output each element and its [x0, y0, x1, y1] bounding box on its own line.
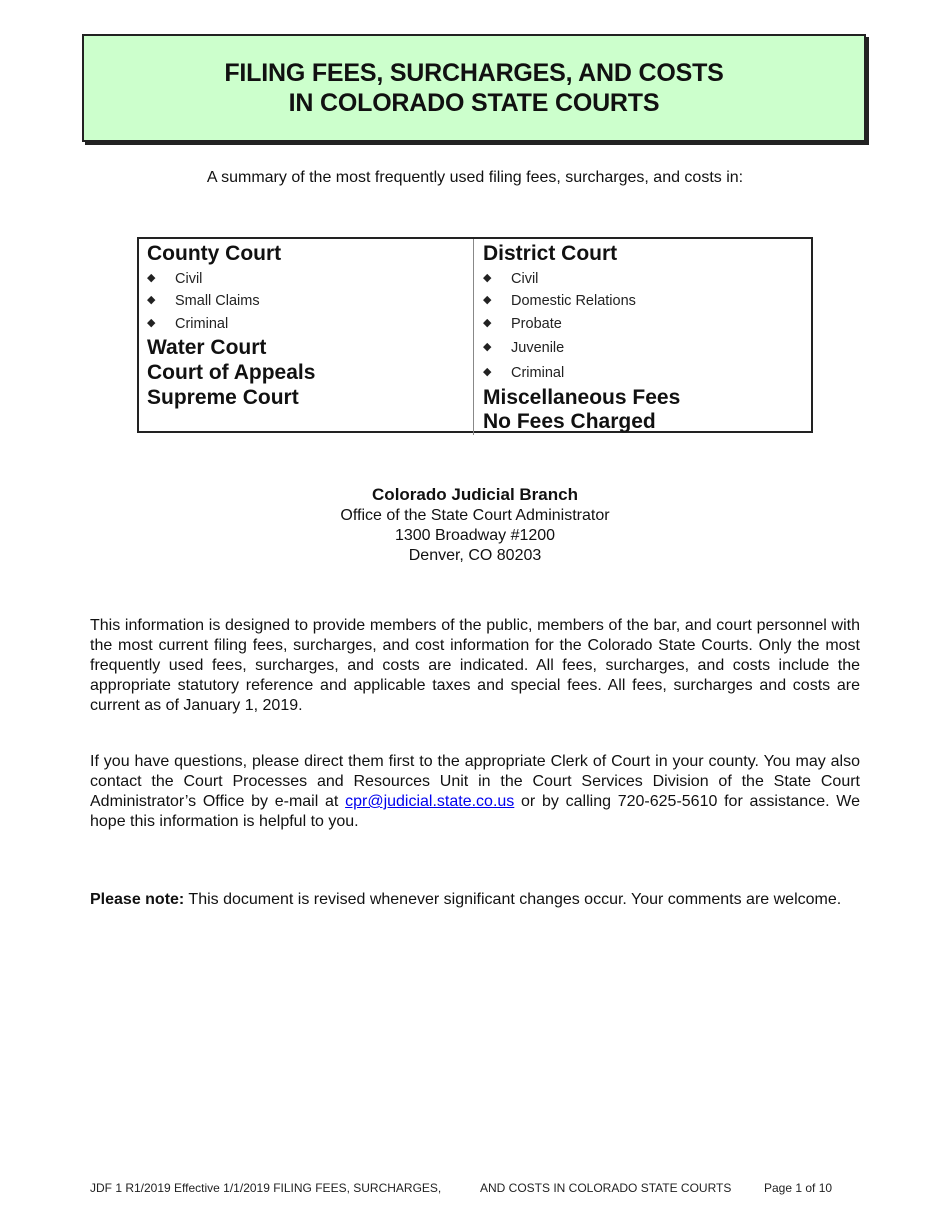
footer-doc-id: JDF 1 R1/2019 Effective 1/1/2019 FILING FEES, SURCHARGES,	[90, 1181, 442, 1195]
supreme-court-heading: Supreme Court	[147, 386, 299, 409]
title-line-2: IN COLORADO STATE COURTS	[288, 89, 660, 117]
bullet-icon: ◆	[483, 341, 492, 353]
bullet-icon: ◆	[147, 294, 156, 306]
column-divider	[473, 239, 474, 435]
org-name: Colorado Judicial Branch	[372, 485, 578, 504]
summary-text: A summary of the most frequently used filing fees, surcharges, and costs in:	[206, 169, 744, 186]
list-item: ◆ Small Claims	[147, 293, 260, 309]
list-item: ◆ Probate	[483, 316, 562, 332]
title-banner	[82, 34, 866, 142]
court-of-appeals-heading: Court of Appeals	[147, 361, 316, 384]
address-block	[0, 484, 950, 566]
contact-text-after: or by calling 720-625-5610 for assistance. We hope this information is helpful to you.	[90, 793, 860, 830]
bullet-icon: ◆	[483, 317, 492, 329]
title-line-1: FILING FEES, SURCHARGES, AND COSTS	[224, 59, 724, 87]
street-address: 1300 Broadway #1200	[394, 527, 556, 544]
note-label: Please note:	[90, 891, 185, 908]
water-court-heading: Water Court	[147, 336, 267, 359]
list-item: ◆ Juvenile	[483, 340, 565, 356]
misc-fees-heading: Miscellaneous Fees	[483, 386, 681, 409]
bullet-icon: ◆	[147, 317, 156, 329]
contact-paragraph	[90, 752, 860, 832]
bullet-icon: ◆	[483, 272, 492, 284]
email-link[interactable]: cpr@judicial.state.co.us	[345, 793, 515, 810]
contact-text-before: If you have questions, please direct them first to the appropriate Clerk of Court in your county. You may also contact the Court Processes and Resources Unit in the Court Services Division of the State Court Administrator’s Office by e-mail at	[90, 753, 860, 810]
page-number: Page 1 of 10	[764, 1181, 833, 1195]
bullet-icon: ◆	[147, 272, 156, 284]
bullet-icon: ◆	[483, 366, 492, 378]
list-item: ◆ Criminal	[147, 316, 229, 332]
list-item: ◆ Civil	[483, 271, 539, 287]
bullet-icon: ◆	[483, 294, 492, 306]
list-item: ◆ Domestic Relations	[483, 293, 636, 309]
footer-title: AND COSTS IN COLORADO STATE COURTS	[480, 1181, 732, 1195]
district-court-heading: District Court	[483, 242, 618, 265]
courts-table	[137, 237, 813, 433]
no-fees-heading: No Fees Charged	[483, 410, 656, 433]
county-court-heading: County Court	[147, 242, 282, 265]
note-paragraph	[90, 890, 860, 910]
note-text: This document is revised whenever significant changes occur. Your comments are welcome.	[184, 891, 842, 908]
office-name: Office of the State Court Administrator	[340, 507, 610, 524]
info-paragraph: This information is designed to provide members of the public, members of the bar, and court personnel with the most current filing fees, surcharges, and cost information for the Colorado State Courts. Only the most frequently used fees, surcharges, and costs are indicated. All fees, surcharges, and costs include the appropriate statutory reference and applicable taxes and special fees. All fees, surcharges and costs are current as of January 1, 2019.	[90, 617, 860, 714]
list-item: ◆ Civil	[147, 271, 203, 287]
city-address: Denver, CO 80203	[408, 547, 542, 564]
list-item: ◆ Criminal	[483, 365, 565, 381]
